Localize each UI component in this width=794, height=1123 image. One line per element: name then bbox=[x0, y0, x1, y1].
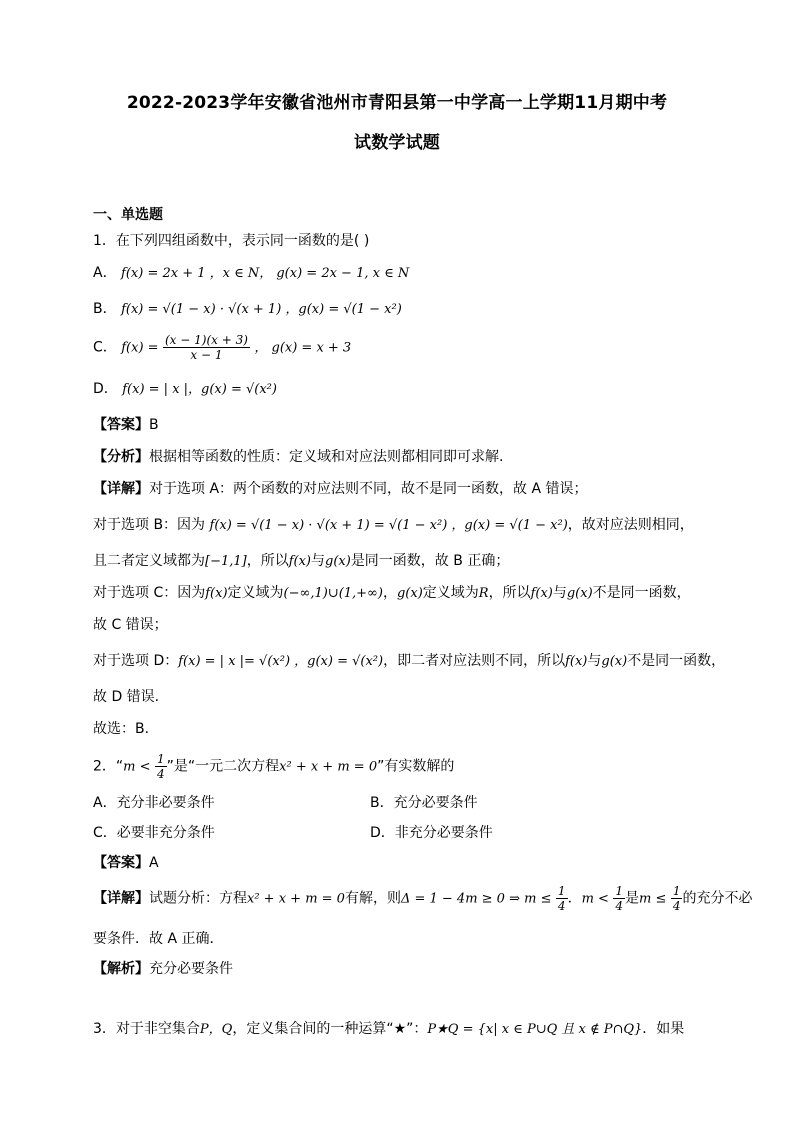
q2-answer-tag: 【答案】 bbox=[93, 855, 149, 871]
q1-detail-6-math-a: f(x) = | x |= √(x²) ，g(x) = √(x²) bbox=[178, 654, 384, 669]
q2-stem-fraction bbox=[155, 752, 167, 781]
q2-detail-fraction-3 bbox=[671, 884, 683, 913]
q2-option-c: C．必要非充分条件 bbox=[93, 825, 215, 841]
q1-option-c-denominator: x − 1 bbox=[190, 348, 223, 362]
q1-answer-tag: 【答案】 bbox=[93, 417, 149, 433]
q1-detail-3-math-b: f(x) bbox=[288, 554, 312, 569]
q3-stem-text-c: ．如果 bbox=[642, 1021, 685, 1037]
q1-detail-3-text-a: 且二者定义域都为 bbox=[93, 553, 205, 569]
q2-option-d: D．非充分必要条件 bbox=[370, 825, 493, 841]
q2-parse-tag: 【解析】 bbox=[93, 961, 149, 977]
q1-detail-4 bbox=[93, 582, 691, 602]
q2-detail-line2: 要条件．故 A 正确． bbox=[93, 931, 224, 947]
q1-detail-6-text-d: 不是同一函数， bbox=[627, 653, 726, 669]
q3-stem-text-b: ，定义集合间的一种运算“★”： bbox=[232, 1021, 428, 1037]
q1-option-d bbox=[93, 378, 277, 398]
q2-parse-text: 充分必要条件 bbox=[149, 961, 233, 977]
q2-detail-math-d: m ≤ bbox=[639, 891, 667, 907]
q1-detail-3-math-a: [−1,1] bbox=[205, 554, 247, 569]
q1-option-a-label: A． bbox=[93, 265, 117, 281]
q1-option-c-numerator: (x − 1)(x + 3) bbox=[165, 333, 248, 347]
q1-option-c-label: C． bbox=[93, 339, 117, 356]
q2-detail-num-2: 1 bbox=[615, 884, 624, 898]
q1-option-c-g: ， g(x) = x + 3 bbox=[254, 340, 352, 356]
q1-detail-3-text-d: 是同一函数，故 B 正确； bbox=[350, 553, 510, 569]
q3-stem-math-a: P，Q bbox=[199, 1022, 233, 1037]
q1-detail-4-text-a: 对于选项 C：因为 bbox=[93, 585, 206, 601]
q1-option-d-label: D． bbox=[93, 381, 118, 397]
q1-analysis-text: 根据相等函数的性质：定义域和对应法则都相同即可求解. bbox=[149, 449, 504, 465]
doc-title-line2: 试数学试题 bbox=[354, 133, 440, 153]
q1-option-d-math: f(x) = | x |，g(x) = √(x²) bbox=[122, 382, 277, 397]
q2-detail-fraction-2 bbox=[613, 884, 625, 913]
q1-detail-3-text-b: ，所以 bbox=[246, 553, 289, 569]
q2-detail-text-c: ． bbox=[567, 890, 582, 907]
q2-detail-text-e: 的充分不必 bbox=[682, 890, 753, 907]
q1-detail-3-text-c: 与 bbox=[311, 553, 326, 569]
section-heading: 一、单选题 bbox=[93, 207, 163, 223]
q2-stem-text-c: ”有实数解的 bbox=[377, 758, 455, 775]
q1-detail-2-text-a: 对于选项 B：因为 bbox=[93, 517, 206, 533]
q2-detail-text-a: 试题分析：方程 bbox=[149, 890, 247, 907]
q2-stem-math-b: x² + x + m = 0 bbox=[279, 759, 378, 775]
q1-option-c-f: f(x) = bbox=[121, 340, 159, 356]
q3-stem-math-b: P★Q = {x| x ∈ P∪Q 且 x ∉ P∩Q} bbox=[427, 1022, 643, 1037]
q2-detail-math-c: m < bbox=[581, 891, 609, 907]
q2-option-b: B．充分必要条件 bbox=[370, 795, 478, 811]
q1-detail-4-text-b: 定义域为 bbox=[227, 585, 284, 601]
q1-detail-6-text-b: ，即二者对应法则不同，所以 bbox=[383, 653, 566, 669]
q1-detail-tag: 【详解】 bbox=[93, 481, 149, 497]
q2-parse bbox=[93, 958, 233, 978]
q1-detail-6-text-a: 对于选项 D： bbox=[93, 653, 179, 669]
q2-detail-fraction-1 bbox=[556, 884, 568, 913]
q2-answer-value: A bbox=[149, 855, 159, 871]
q1-detail-2-text-b: ，故对应法则相同， bbox=[567, 517, 694, 533]
q1-detail-4-text-e: ，所以 bbox=[488, 585, 531, 601]
q1-detail-7: 故 D 错误. bbox=[93, 689, 160, 705]
q2-detail bbox=[93, 884, 752, 913]
q1-option-c bbox=[93, 333, 351, 362]
q2-detail-math-b: Δ = 1 − 4m ≥ 0 ⇒ m ≤ bbox=[400, 891, 552, 907]
q1-detail-6 bbox=[93, 650, 725, 670]
q1-detail-6-math-b: f(x) bbox=[565, 654, 588, 669]
q2-detail-text-d: 是 bbox=[625, 890, 640, 907]
q1-detail-2-math: f(x) = √(1 − x) · √(x + 1) = √(1 − x²) ，g(x) = √(1 − x²) bbox=[209, 518, 568, 533]
q1-option-c-fraction bbox=[163, 333, 250, 362]
q2-detail-den-3: 4 bbox=[672, 899, 681, 913]
q1-detail-4-text-g: 不是同一函数， bbox=[592, 585, 691, 601]
q2-stem-text-a: 2．“ bbox=[93, 758, 124, 775]
q2-detail-text-b: 有解，则 bbox=[344, 890, 401, 907]
q2-detail-math-a: x² + x + m = 0 bbox=[247, 891, 345, 907]
q1-detail-6-text-c: 与 bbox=[587, 653, 602, 669]
q2-detail-num-1: 1 bbox=[557, 884, 566, 898]
q1-detail-1-text: 对于选项 A：两个函数的对应法则不同，故不是同一函数，故 A 错误； bbox=[149, 481, 588, 497]
q1-detail-2 bbox=[93, 514, 694, 534]
q2-option-a: A．充分非必要条件 bbox=[93, 795, 215, 811]
q1-option-b-label: B． bbox=[93, 301, 117, 317]
q1-option-b bbox=[93, 298, 402, 318]
q1-detail-1 bbox=[93, 478, 588, 498]
q1-choose: 故选：B. bbox=[93, 721, 150, 737]
q1-analysis-tag: 【分析】 bbox=[93, 449, 149, 465]
q1-detail-5: 故 C 错误； bbox=[93, 617, 168, 633]
q1-detail-4-text-d: 定义域为 bbox=[422, 585, 479, 601]
q1-answer-value: B bbox=[149, 417, 159, 433]
q2-stem bbox=[93, 752, 454, 781]
q1-analysis bbox=[93, 446, 503, 466]
q1-detail-4-math-b: (−∞,1)∪(1,+∞) bbox=[283, 586, 383, 601]
q1-option-a bbox=[93, 262, 409, 282]
q2-answer bbox=[93, 852, 159, 872]
q1-stem: 1．在下列四组函数中，表示同一函数的是( ) bbox=[93, 233, 370, 249]
q1-option-a-math: f(x) = 2x + 1 ，x ∈ N， g(x) = 2x − 1, x ∈ N bbox=[121, 266, 410, 281]
q1-detail-4-text-c: ， bbox=[382, 585, 397, 601]
q3-stem-text-a: 3．对于非空集合 bbox=[93, 1021, 200, 1037]
q1-detail-4-text-f: 与 bbox=[552, 585, 567, 601]
doc-title-line1: 2022-2023学年安徽省池州市青阳县第一中学高一上学期11月期中考 bbox=[126, 93, 668, 113]
q2-stem-math-a: m < bbox=[123, 759, 151, 775]
q2-stem-numerator: 1 bbox=[156, 752, 165, 766]
q2-detail-den-1: 4 bbox=[557, 899, 566, 913]
q3-stem bbox=[93, 1018, 684, 1038]
q1-option-b-math: f(x) = √(1 − x) · √(x + 1) ，g(x) = √(1 − x²) bbox=[121, 302, 402, 317]
q2-detail-den-2: 4 bbox=[615, 899, 624, 913]
q1-detail-6-math-c: g(x) bbox=[601, 654, 628, 669]
q1-detail-4-math-f: g(x) bbox=[566, 586, 593, 601]
q2-stem-text-b: ”是“一元二次方程 bbox=[166, 758, 280, 775]
q1-detail-3-math-c: g(x) bbox=[325, 554, 351, 569]
q1-detail-4-math-c: g(x) bbox=[396, 586, 423, 601]
q2-stem-denominator: 4 bbox=[156, 767, 165, 781]
q1-detail-4-math-a: f(x) bbox=[205, 586, 228, 601]
q1-detail-3 bbox=[93, 550, 509, 570]
q1-detail-4-math-e: f(x) bbox=[530, 586, 553, 601]
q1-answer bbox=[93, 414, 159, 434]
q2-detail-num-3: 1 bbox=[672, 884, 681, 898]
q2-detail-tag: 【详解】 bbox=[93, 890, 149, 907]
q1-detail-4-math-d: R bbox=[478, 586, 489, 601]
